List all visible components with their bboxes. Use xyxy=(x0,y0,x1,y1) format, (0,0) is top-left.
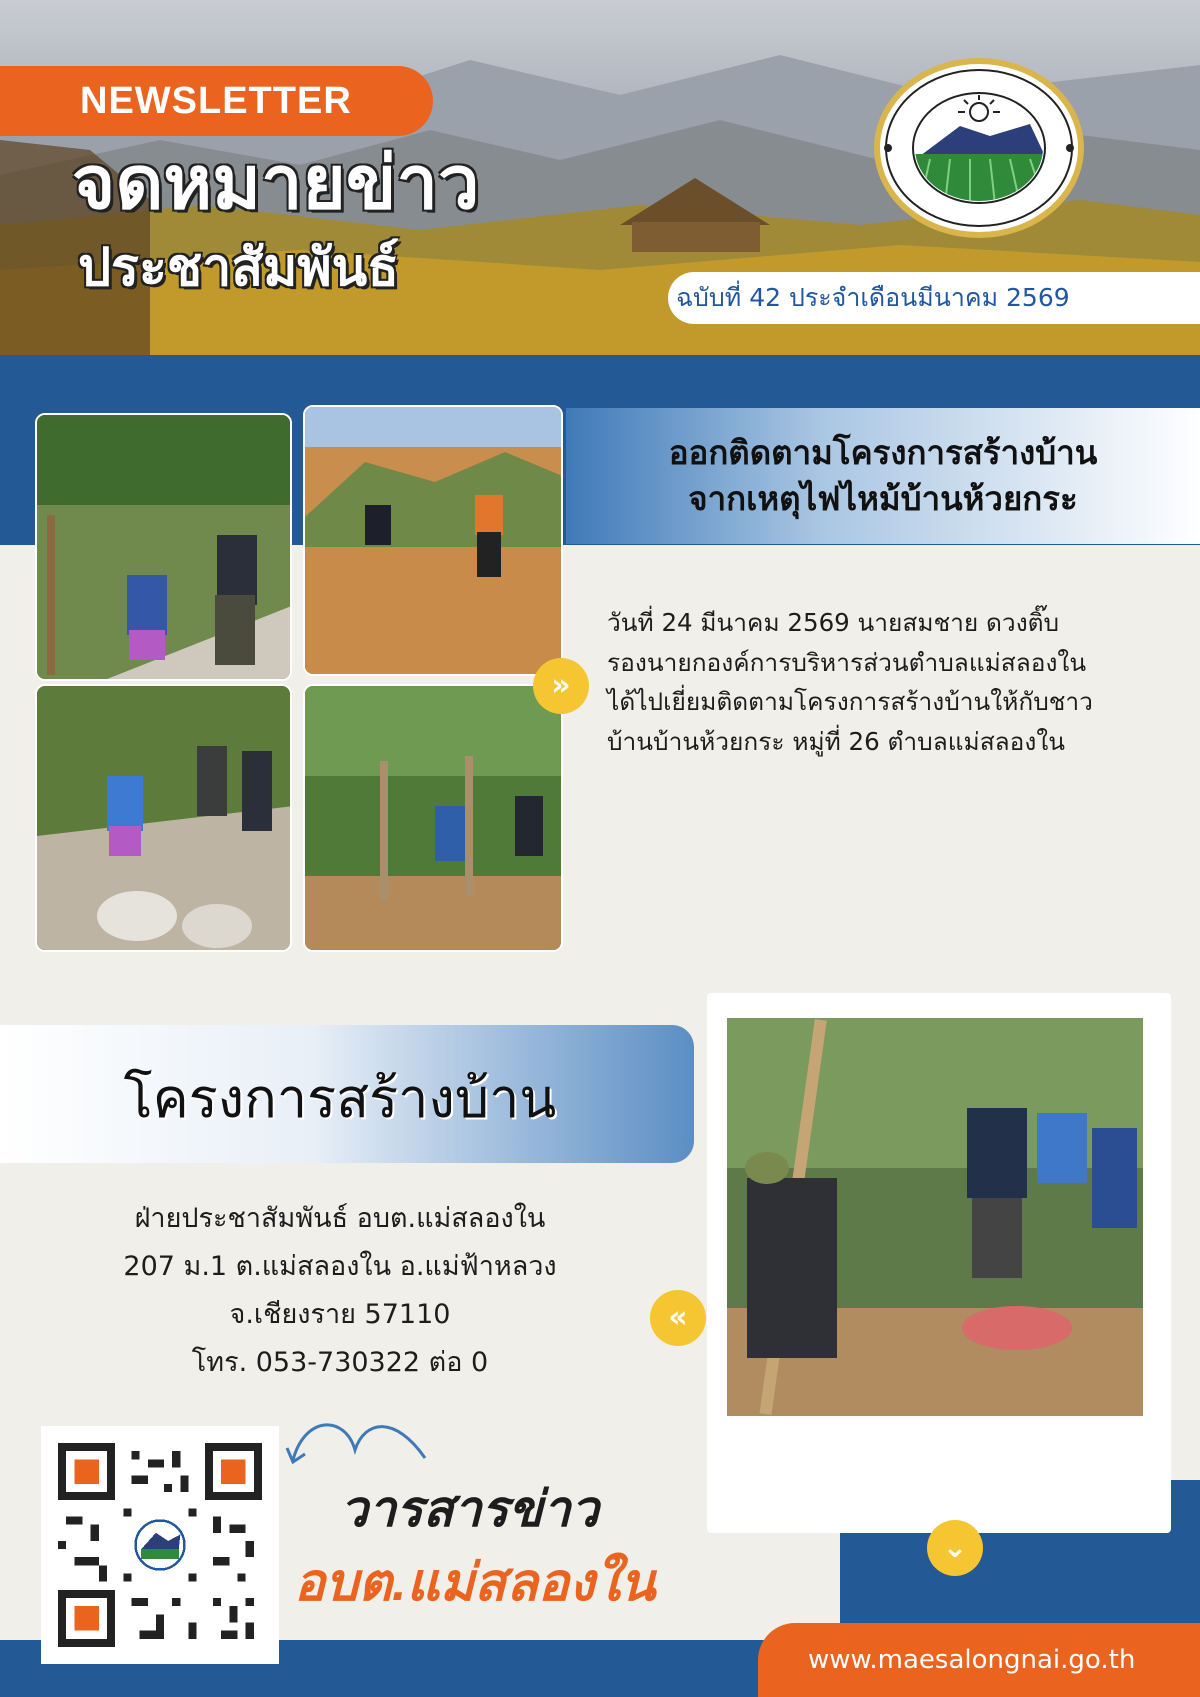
news-body xyxy=(607,603,1197,762)
address-line: จ.เชียงราย 57110 xyxy=(229,1299,451,1331)
activity-photo-3 xyxy=(35,684,292,952)
activity-photo-1 xyxy=(35,413,292,681)
news-body-line: รองนายกองค์การบริหารส่วนตำบลแม่สลองใน xyxy=(607,647,1087,677)
news-body-line: ได้ไปเยี่ยมติดตามโครงการสร้างบ้านให้กับชาว xyxy=(607,687,1093,717)
journal-org: อบต.แม่สลองใน xyxy=(294,1554,656,1612)
contact-address xyxy=(60,1195,620,1387)
journal-title: วารสารข่าว xyxy=(340,1481,599,1537)
chevron-double-right-icon: » xyxy=(533,658,589,714)
activity-photo-2 xyxy=(303,405,563,676)
headline-1-line-1: ออกติดตามโครงการสร้างบ้าน xyxy=(668,434,1098,471)
chevron-double-down-icon: ⌄ xyxy=(927,1520,983,1576)
qr-code[interactable] xyxy=(58,1443,262,1647)
page-title: จดหมายข่าว xyxy=(72,141,480,224)
headline-1-line-2: จากเหตุไฟไหม้บ้านห้วยกระ xyxy=(688,479,1078,517)
address-line: 207 ม.1 ต.แม่สลองใน อ.แม่ฟ้าหลวง xyxy=(123,1251,557,1283)
feature-photo xyxy=(727,1018,1143,1416)
phone-number: โทร. 053-730322 ต่อ 0 xyxy=(191,1347,489,1379)
page-subtitle: ประชาสัมพันธ์ xyxy=(78,239,399,297)
news-body-line: วันที่ 24 มีนาคม 2569 นายสมชาย ดวงติ๊บ xyxy=(607,608,1060,637)
news-body-line: บ้านบ้านห้วยกระ หมู่ที่ 26 ตำบลแม่สลองใน xyxy=(607,727,1066,757)
issue-label: ฉบับที่ 42 ประจำเดือนมีนาคม 2569 xyxy=(668,272,1200,324)
website-link[interactable]: www.maesalongnai.go.th xyxy=(758,1623,1200,1697)
activity-photo-4 xyxy=(303,684,563,952)
newsletter-badge: NEWSLETTER xyxy=(0,66,433,136)
headline-2: โครงการสร้างบ้าน xyxy=(123,1069,557,1129)
address-line: ฝ่ายประชาสัมพันธ์ อบต.แม่สลองใน xyxy=(134,1203,546,1234)
chevron-double-left-icon: « xyxy=(650,1290,706,1346)
headline-1 xyxy=(566,430,1200,521)
organization-logo xyxy=(874,58,1084,238)
